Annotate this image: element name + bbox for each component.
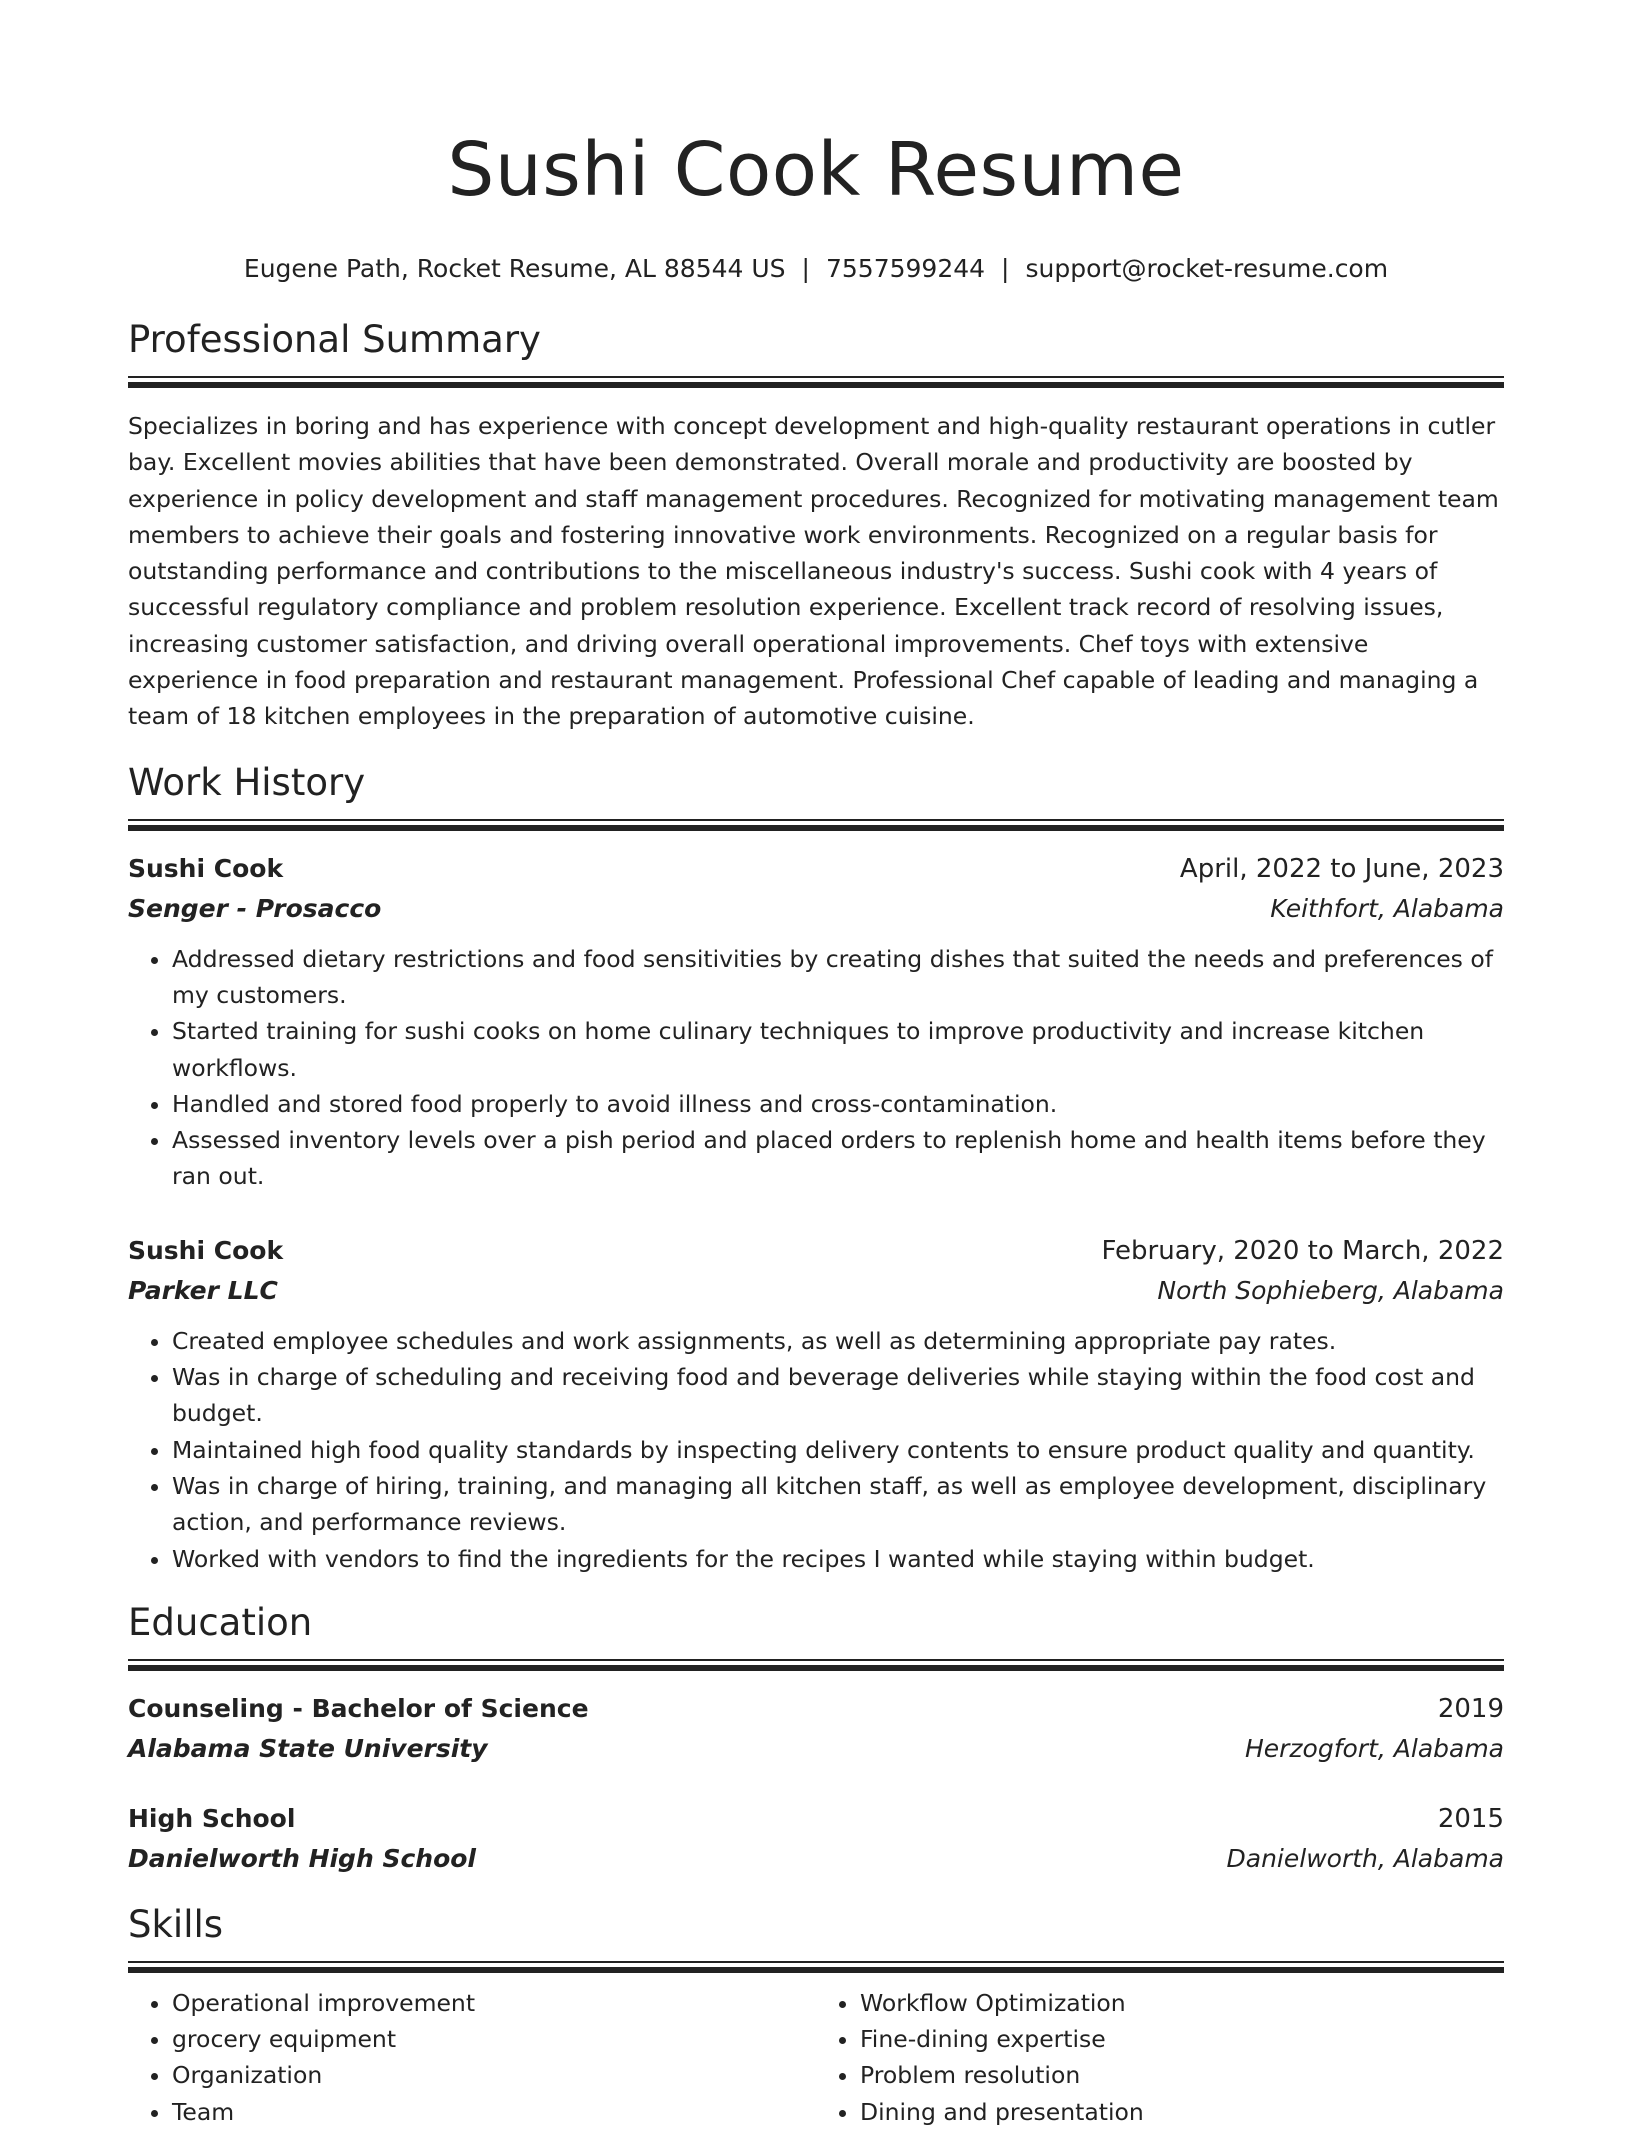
contact-separator: | [801, 254, 810, 283]
job-bullets [128, 941, 1504, 1195]
education-entry [128, 1799, 1504, 1879]
list-item: • Worked with vendors to find the ingredients for the recipes I wanted while staying within budget. [172, 1541, 1504, 1577]
job-location: Keithfort, Alabama [1270, 893, 1504, 923]
job-dates: April, 2022 to June, 2023 [1179, 853, 1504, 884]
section-divider [128, 376, 1504, 388]
section-divider [128, 819, 1504, 831]
list-item: • Started training for sushi cooks on home culinary techniques to improve productivity and increase kitchen workflows. [172, 1013, 1504, 1086]
contact-phone: 7557599244 [825, 254, 986, 283]
education-school: Danielworth High School [128, 1843, 476, 1873]
education-section [128, 1599, 1504, 1879]
list-item: • Created employee schedules and work assignments, as well as determining appropriate pay rates. [172, 1323, 1504, 1359]
skill-item: • Operational improvement [172, 1985, 816, 2021]
list-item: • Was in charge of hiring, training, and managing all kitchen staff, as well as employee development, disciplinary action, and performance reviews. [172, 1468, 1504, 1541]
skill-item: • Problem resolution [860, 2057, 1504, 2093]
job-entry [128, 849, 1504, 1195]
resume-title: Sushi Cook Resume [447, 127, 1185, 213]
education-degree: High School [128, 1803, 296, 1833]
contact-email: support@rocket-resume.com [1025, 254, 1389, 283]
job-company: Senger - Prosacco [128, 893, 382, 923]
skills-column-right [816, 1985, 1504, 2130]
skill-item: • Organization [172, 2057, 816, 2093]
job-dates: February, 2020 to March, 2022 [1101, 1235, 1504, 1266]
skill-item: • Workflow Optimization [860, 1985, 1504, 2021]
list-item: • Handled and stored food properly to avoid illness and cross-contamination. [172, 1086, 1504, 1122]
list-item: • Assessed inventory levels over a pish period and placed orders to replenish home and health items before they ran out. [172, 1122, 1504, 1195]
summary-section [128, 316, 1504, 735]
section-heading: Education [128, 1600, 313, 1644]
education-year: 2015 [1437, 1803, 1504, 1834]
job-title: Sushi Cook [128, 853, 284, 883]
contact-separator: | [1001, 254, 1010, 283]
contact-line [128, 252, 1504, 286]
section-heading: Professional Summary [128, 318, 541, 361]
list-item: • Was in charge of scheduling and receiving food and beverage deliveries while staying within the food cost and budget. [172, 1359, 1504, 1432]
job-entry [128, 1231, 1504, 1577]
skill-item: • grocery equipment [172, 2021, 816, 2057]
section-divider [128, 1961, 1504, 1973]
education-year: 2019 [1437, 1693, 1504, 1724]
job-bullets [128, 1323, 1504, 1577]
education-school: Alabama State University [128, 1733, 488, 1763]
list-item: • Maintained high food quality standards by inspecting delivery contents to ensure product quality and quantity. [172, 1432, 1504, 1468]
education-entry [128, 1689, 1504, 1769]
work-history-section [128, 759, 1504, 1577]
skill-item: • Fine-dining expertise [860, 2021, 1504, 2057]
job-title: Sushi Cook [128, 1235, 284, 1265]
section-heading: Work History [128, 760, 366, 804]
skills-columns [128, 1985, 1504, 2130]
skills-column-left [128, 1985, 816, 2130]
summary-text: Specializes in boring and has experience with concept development and high-quality restaurant operations in cutler bay. Excellent movies abilities that have been demonstrated. Overall morale and productivity are boosted by experience in policy development and staff management procedures. Recognized for motivating management team members to achieve their goals and fostering innovative work environments. Recognized on a regular basis for outstanding performance and contributions to the miscellaneous industry's success. Sushi cook with 4 years of successful regulatory compliance and problem resolution experience. Excellent track record of resolving issues, increasing customer satisfaction, and driving overall operational improvements. Chef toys with extensive experience in food preparation and restaurant management. Professional Chef capable of leading and managing a team of 18 kitchen employees in the preparation of automotive cuisine. [128, 412, 1499, 731]
section-divider [128, 1659, 1504, 1671]
skill-item: • Dining and presentation [860, 2094, 1504, 2130]
education-degree: Counseling - Bachelor of Science [128, 1693, 589, 1723]
contact-address: Eugene Path, Rocket Resume, AL 88544 US [243, 254, 786, 283]
skills-section [128, 1901, 1504, 2130]
skill-item: • Team [172, 2094, 816, 2130]
job-company: Parker LLC [128, 1275, 278, 1305]
job-location: North Sophieberg, Alabama [1157, 1275, 1504, 1305]
list-item: • Addressed dietary restrictions and food sensitivities by creating dishes that suited the needs and preferences of my customers. [172, 941, 1504, 1014]
education-location: Herzogfort, Alabama [1244, 1733, 1504, 1763]
section-heading: Skills [128, 1902, 224, 1946]
education-location: Danielworth, Alabama [1226, 1843, 1504, 1873]
